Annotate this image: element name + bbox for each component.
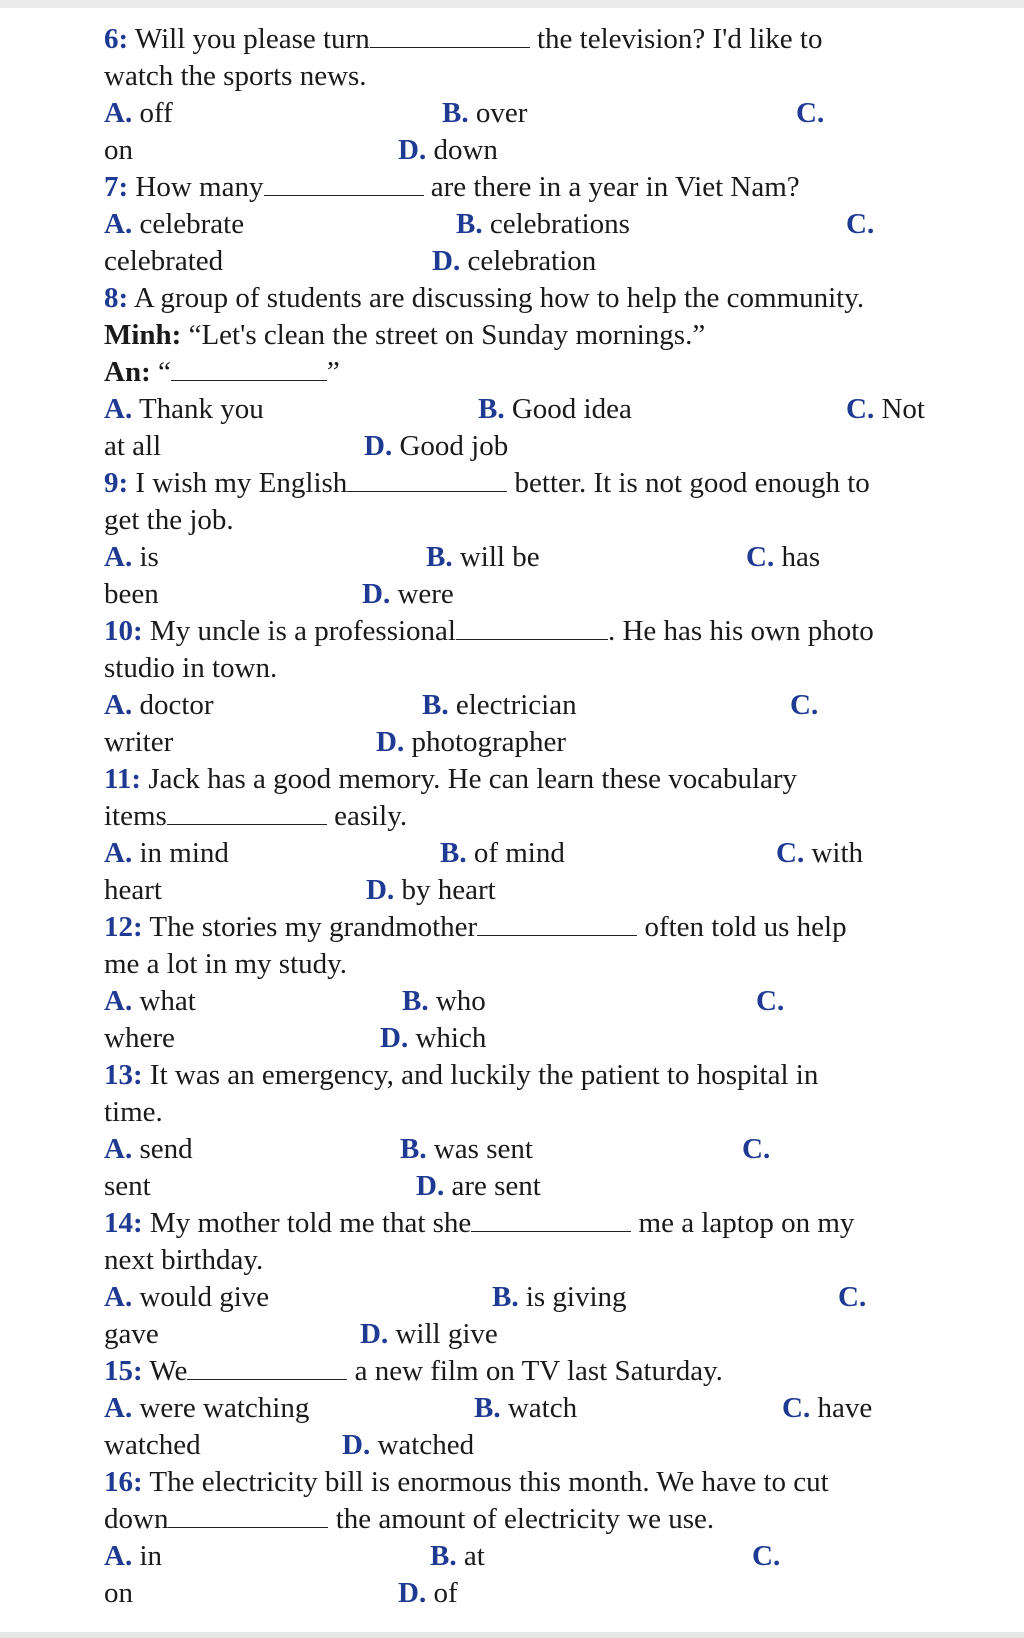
answer-blank[interactable] — [347, 465, 507, 492]
option-d[interactable]: D. will give — [360, 1318, 498, 1350]
option-d[interactable]: D. were — [362, 578, 454, 610]
question-8 — [104, 279, 864, 317]
question-number: 16: — [104, 1466, 143, 1498]
dialogue-line: “Let's clean the street on Sunday mornings.” — [188, 319, 706, 351]
question-stem-line2: me a lot in my study. — [104, 948, 347, 980]
question-stem: The electricity bill is enormous this month. We have to cut — [149, 1466, 829, 1498]
option-c[interactable]: C. has — [746, 541, 821, 573]
option-c-wrap[interactable]: where — [104, 1022, 175, 1054]
question-stem: A group of students are discussing how to help the community. — [133, 282, 865, 314]
option-d[interactable]: D. by heart — [366, 874, 496, 906]
option-a[interactable]: A. would give — [104, 1281, 270, 1313]
option-c[interactable]: C. — [796, 97, 825, 129]
question-9 — [104, 464, 870, 502]
question-stem: We — [149, 1355, 188, 1387]
option-c[interactable]: C. — [752, 1540, 781, 1572]
option-d[interactable]: D. of — [398, 1577, 458, 1609]
option-a[interactable]: A. is — [104, 541, 159, 573]
option-b[interactable]: B. of mind — [440, 837, 565, 869]
option-b[interactable]: B. electrician — [422, 689, 577, 721]
option-b[interactable]: B. over — [442, 97, 528, 129]
question-stem: often told us help — [644, 911, 847, 943]
option-c-wrap[interactable]: on — [104, 1577, 133, 1609]
question-stem: are there in a year in Viet Nam? — [430, 171, 800, 203]
answer-blank[interactable] — [477, 909, 637, 936]
option-c[interactable]: C. — [838, 1281, 867, 1313]
question-12 — [104, 908, 847, 946]
question-stem-line2: time. — [104, 1096, 163, 1128]
answer-blank[interactable] — [264, 169, 424, 196]
option-a[interactable]: A. were watching — [104, 1392, 310, 1424]
option-d[interactable]: D. down — [398, 134, 498, 166]
answer-blank[interactable] — [471, 1205, 631, 1232]
option-a[interactable]: A. Thank you — [104, 393, 264, 425]
option-b[interactable]: B. who — [402, 985, 486, 1017]
question-number: 14: — [104, 1207, 143, 1239]
option-c[interactable]: C. with — [776, 837, 864, 869]
dialogue-an: An: “ ” — [104, 356, 340, 388]
question-10 — [104, 612, 874, 650]
question-stem-line2: studio in town. — [104, 652, 278, 684]
option-a[interactable]: A. send — [104, 1133, 193, 1165]
question-number: 6: — [104, 23, 129, 55]
option-d[interactable]: D. watched — [342, 1429, 475, 1461]
option-a[interactable]: A. celebrate — [104, 208, 245, 240]
option-c[interactable]: C. — [756, 985, 785, 1017]
option-c-wrap[interactable]: sent — [104, 1170, 151, 1202]
option-b[interactable]: B. celebrations — [456, 208, 630, 240]
question-stem-line2: next birthday. — [104, 1244, 264, 1276]
option-c-wrap[interactable]: celebrated — [104, 245, 224, 277]
question-stem: How many — [135, 171, 264, 203]
question-stem: I wish my English — [135, 467, 348, 499]
option-c[interactable]: C. have — [782, 1392, 873, 1424]
option-c-wrap[interactable]: gave — [104, 1318, 159, 1350]
option-d[interactable]: D. which — [380, 1022, 487, 1054]
option-c[interactable]: C. — [742, 1133, 771, 1165]
option-a[interactable]: A. doctor — [104, 689, 214, 721]
question-stem: The stories my grandmother — [149, 911, 478, 943]
option-c-wrap[interactable]: on — [104, 134, 133, 166]
answer-blank[interactable] — [167, 798, 327, 825]
option-b[interactable]: B. will be — [426, 541, 540, 573]
question-15 — [104, 1352, 723, 1390]
option-a[interactable]: A. in — [104, 1540, 163, 1572]
answer-blank[interactable] — [168, 1501, 328, 1528]
option-b[interactable]: B. watch — [474, 1392, 578, 1424]
option-d[interactable]: D. celebration — [432, 245, 597, 277]
option-c-wrap[interactable]: watched — [104, 1429, 201, 1461]
question-number: 12: — [104, 911, 143, 943]
question-number: 15: — [104, 1355, 143, 1387]
dialogue-minh — [104, 316, 705, 354]
option-d[interactable]: D. Good job — [364, 430, 509, 462]
question-stem: Will you please turn — [134, 23, 370, 55]
question-stem: . He has his own photo — [607, 615, 874, 647]
answer-blank[interactable] — [171, 354, 327, 381]
exercise-sheet — [0, 8, 1024, 1632]
question-number: 13: — [104, 1059, 143, 1091]
answer-blank[interactable] — [456, 613, 608, 640]
question-number: 8: — [104, 282, 129, 314]
question-number: 10: — [104, 615, 143, 647]
question-14 — [104, 1204, 854, 1242]
question-number: 11: — [104, 763, 142, 795]
speaker-label: Minh: — [104, 319, 182, 351]
question-stem-line2: get the job. — [104, 504, 234, 536]
question-stem: a new film on TV last Saturday. — [354, 1355, 723, 1387]
option-a[interactable]: A. in mind — [104, 837, 229, 869]
option-d[interactable]: D. photographer — [376, 726, 567, 758]
question-stem: the television? I'd like to — [536, 23, 823, 55]
option-b[interactable]: B. at — [430, 1540, 485, 1572]
option-c[interactable]: C. — [846, 208, 875, 240]
question-stem: My mother told me that she — [149, 1207, 472, 1239]
option-b[interactable]: B. Good idea — [478, 393, 632, 425]
top-bar — [0, 0, 1024, 8]
option-a[interactable]: A. off — [104, 97, 173, 129]
option-c[interactable]: C. Not — [846, 393, 925, 425]
question-stem-line2: down the amount of electricity we use. — [104, 1503, 715, 1535]
question-number: 7: — [104, 171, 129, 203]
question-13 — [104, 1056, 818, 1094]
option-c-wrap[interactable]: been — [104, 578, 159, 610]
question-stem: better. It is not good enough to — [514, 467, 870, 499]
question-stem: me a laptop on my — [638, 1207, 855, 1239]
question-11 — [104, 760, 797, 798]
question-stem: My uncle is a professional — [149, 615, 456, 647]
option-a[interactable]: A. what — [104, 985, 196, 1017]
question-stem: Jack has a good memory. He can learn these vocabulary — [148, 763, 798, 795]
option-c-wrap[interactable]: heart — [104, 874, 162, 906]
answer-blank[interactable] — [370, 21, 530, 48]
option-d[interactable]: D. are sent — [416, 1170, 541, 1202]
option-b[interactable]: B. is giving — [492, 1281, 627, 1313]
question-16 — [104, 1463, 829, 1501]
question-stem-line2: items easily. — [104, 800, 408, 832]
speaker-label: An: — [104, 356, 151, 388]
question-7 — [104, 168, 800, 206]
bottom-edge — [0, 1632, 1024, 1638]
option-b[interactable]: B. was sent — [400, 1133, 533, 1165]
question-stem-line2: watch the sports news. — [104, 60, 367, 92]
answer-blank[interactable] — [187, 1353, 347, 1380]
option-c-wrap[interactable]: at all — [104, 430, 162, 462]
question-6 — [104, 20, 822, 58]
option-c-wrap[interactable]: writer — [104, 726, 174, 758]
option-c[interactable]: C. — [790, 689, 819, 721]
question-stem: It was an emergency, and luckily the patient to hospital in — [149, 1059, 819, 1091]
question-number: 9: — [104, 467, 129, 499]
